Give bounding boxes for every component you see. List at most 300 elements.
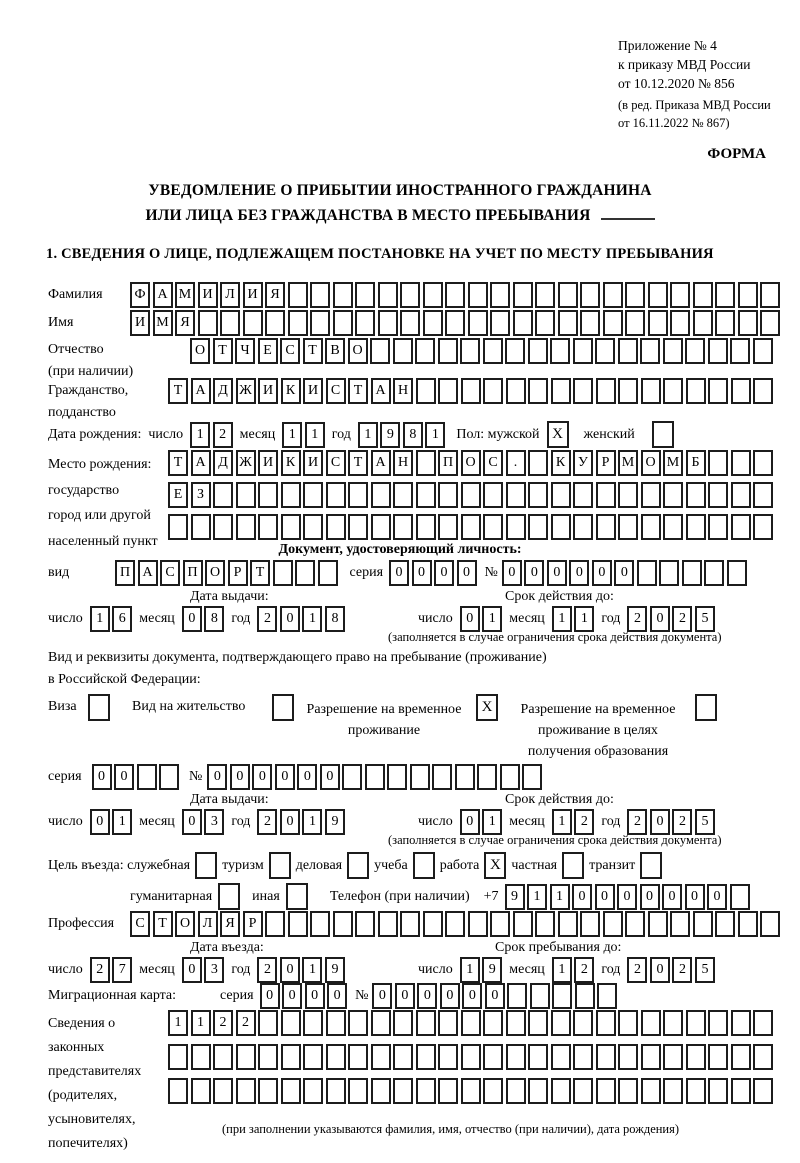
representatives-cell[interactable]: 2 [236, 1010, 256, 1036]
patronymic-cell[interactable] [618, 338, 638, 364]
migcard-number-cell[interactable]: 0 [417, 983, 437, 1009]
representatives-cell[interactable] [506, 1044, 526, 1070]
birthplace-cell[interactable]: О [461, 450, 481, 476]
birthplace-cell[interactable] [641, 482, 661, 508]
rvp-checkbox-cell[interactable]: X [476, 694, 498, 721]
representatives-cell[interactable] [663, 1078, 683, 1104]
representatives-cell[interactable] [753, 1044, 773, 1070]
name-cell[interactable] [513, 310, 533, 336]
doc-number-cell[interactable]: 0 [614, 560, 634, 586]
name-cell[interactable] [468, 310, 488, 336]
representatives-cell[interactable] [686, 1010, 706, 1036]
representatives-cell[interactable] [438, 1078, 458, 1104]
representatives-cell[interactable] [573, 1044, 593, 1070]
entry-year-cell[interactable]: 9 [325, 957, 345, 983]
representatives-cell[interactable] [641, 1010, 661, 1036]
birthplace-cell[interactable] [641, 514, 661, 540]
representatives-cell[interactable] [461, 1078, 481, 1104]
migcard-number-cell[interactable] [575, 983, 595, 1009]
representatives-cell[interactable] [303, 1010, 323, 1036]
representatives-cell[interactable] [618, 1010, 638, 1036]
profession-cell[interactable] [580, 911, 600, 937]
res-valid-day-cell[interactable]: 1 [482, 809, 502, 835]
profession-cell[interactable]: О [175, 911, 195, 937]
phone-cell[interactable]: 0 [662, 884, 682, 910]
migcard-seria-cell[interactable]: 0 [260, 983, 280, 1009]
res-number-cell[interactable] [410, 764, 430, 790]
res-valid-month-cell[interactable]: 2 [574, 809, 594, 835]
birthplace-cell[interactable] [686, 482, 706, 508]
res-issue-year-cell[interactable]: 0 [280, 809, 300, 835]
entry-year-cell[interactable]: 0 [280, 957, 300, 983]
patronymic-cell[interactable] [708, 338, 728, 364]
doc-issue-day-cell[interactable]: 1 [90, 606, 110, 632]
migcard-number-cell[interactable] [597, 983, 617, 1009]
migcard-number-cell[interactable]: 0 [462, 983, 482, 1009]
doc-kind-cell[interactable] [295, 560, 315, 586]
representatives-cell[interactable] [393, 1044, 413, 1070]
entry-month-cell[interactable]: 0 [182, 957, 202, 983]
representatives-cell[interactable] [416, 1044, 436, 1070]
doc-valid-year-cell[interactable]: 5 [695, 606, 715, 632]
phone-cell[interactable]: 0 [617, 884, 637, 910]
representatives-cell[interactable] [753, 1010, 773, 1036]
citizenship-cell[interactable]: А [191, 378, 211, 404]
name-cell[interactable] [693, 310, 713, 336]
res-issue-month-cell[interactable]: 0 [182, 809, 202, 835]
representatives-cell[interactable] [686, 1044, 706, 1070]
birth-year-cell[interactable]: 8 [403, 422, 423, 448]
birthplace-cell[interactable] [348, 482, 368, 508]
representatives-cell[interactable] [326, 1078, 346, 1104]
res-number-cell[interactable]: 0 [297, 764, 317, 790]
representatives-cell[interactable] [573, 1078, 593, 1104]
birthplace-cell[interactable] [348, 514, 368, 540]
phone-cell[interactable]: 0 [685, 884, 705, 910]
doc-kind-cell[interactable]: П [183, 560, 203, 586]
profession-cell[interactable]: С [130, 911, 150, 937]
birthplace-cell[interactable] [731, 450, 751, 476]
surname-cell[interactable]: Я [265, 282, 285, 308]
doc-issue-month-cell[interactable]: 8 [204, 606, 224, 632]
doc-issue-month-cell[interactable]: 0 [182, 606, 202, 632]
citizenship-cell[interactable] [731, 378, 751, 404]
name-cell[interactable] [760, 310, 780, 336]
citizenship-cell[interactable]: И [303, 378, 323, 404]
birthplace-cell[interactable]: О [641, 450, 661, 476]
representatives-cell[interactable] [686, 1078, 706, 1104]
birthplace-cell[interactable] [731, 482, 751, 508]
citizenship-cell[interactable] [483, 378, 503, 404]
representatives-cell[interactable] [461, 1010, 481, 1036]
phone-cell[interactable]: 0 [640, 884, 660, 910]
birthplace-cell[interactable] [596, 514, 616, 540]
res-issue-year-cell[interactable]: 1 [302, 809, 322, 835]
representatives-cell[interactable] [731, 1078, 751, 1104]
representatives-cell[interactable] [281, 1078, 301, 1104]
profession-cell[interactable] [670, 911, 690, 937]
representatives-cell[interactable] [753, 1078, 773, 1104]
phone-cell[interactable]: 0 [707, 884, 727, 910]
stay-day-cell[interactable]: 1 [460, 957, 480, 983]
doc-issue-year-cell[interactable]: 2 [257, 606, 277, 632]
birth-year-cell[interactable]: 1 [358, 422, 378, 448]
patronymic-cell[interactable]: О [348, 338, 368, 364]
patronymic-cell[interactable] [528, 338, 548, 364]
name-cell[interactable] [558, 310, 578, 336]
representatives-cell[interactable] [551, 1044, 571, 1070]
res-number-cell[interactable] [500, 764, 520, 790]
profession-cell[interactable]: Я [220, 911, 240, 937]
representatives-cell[interactable] [483, 1078, 503, 1104]
res-issue-year-cell[interactable]: 9 [325, 809, 345, 835]
representatives-cell[interactable] [191, 1078, 211, 1104]
surname-cell[interactable] [333, 282, 353, 308]
birthplace-cell[interactable] [371, 482, 391, 508]
birthplace-cell[interactable] [393, 482, 413, 508]
doc-valid-year-cell[interactable]: 0 [650, 606, 670, 632]
doc-kind-cell[interactable] [318, 560, 338, 586]
representatives-cell[interactable] [371, 1078, 391, 1104]
surname-cell[interactable] [670, 282, 690, 308]
patronymic-cell[interactable] [505, 338, 525, 364]
birthplace-cell[interactable] [663, 514, 683, 540]
profession-cell[interactable] [535, 911, 555, 937]
name-cell[interactable] [288, 310, 308, 336]
profession-cell[interactable] [648, 911, 668, 937]
surname-cell[interactable] [490, 282, 510, 308]
name-cell[interactable] [220, 310, 240, 336]
citizenship-cell[interactable]: Т [168, 378, 188, 404]
doc-seria-cell[interactable]: 0 [389, 560, 409, 586]
surname-cell[interactable]: И [198, 282, 218, 308]
representatives-cell[interactable] [641, 1044, 661, 1070]
doc-seria-cell[interactable]: 0 [434, 560, 454, 586]
birthplace-cell[interactable]: Ж [236, 450, 256, 476]
res-valid-day-cell[interactable]: 0 [460, 809, 480, 835]
citizenship-cell[interactable]: И [258, 378, 278, 404]
res-number-cell[interactable] [432, 764, 452, 790]
birthplace-cell[interactable]: У [573, 450, 593, 476]
surname-cell[interactable] [400, 282, 420, 308]
birthplace-cell[interactable] [258, 482, 278, 508]
representatives-cell[interactable] [483, 1010, 503, 1036]
birthplace-cell[interactable] [528, 450, 548, 476]
doc-issue-year-cell[interactable]: 0 [280, 606, 300, 632]
name-cell[interactable] [243, 310, 263, 336]
representatives-cell[interactable] [596, 1078, 616, 1104]
sex-female-checkbox-cell[interactable] [652, 421, 674, 448]
res-issue-day-cell[interactable]: 1 [112, 809, 132, 835]
birthplace-cell[interactable] [281, 482, 301, 508]
birth-year-cell[interactable]: 9 [380, 422, 400, 448]
representatives-cell[interactable] [168, 1044, 188, 1070]
doc-number-cell[interactable] [682, 560, 702, 586]
representatives-cell[interactable]: 2 [213, 1010, 233, 1036]
name-cell[interactable] [198, 310, 218, 336]
patronymic-cell[interactable]: Е [258, 338, 278, 364]
birthplace-cell[interactable] [191, 514, 211, 540]
stay-year-cell[interactable]: 5 [695, 957, 715, 983]
birthplace-cell[interactable] [483, 482, 503, 508]
citizenship-cell[interactable] [618, 378, 638, 404]
doc-seria-cell[interactable]: 0 [457, 560, 477, 586]
res-number-cell[interactable] [365, 764, 385, 790]
representatives-cell[interactable] [168, 1078, 188, 1104]
representatives-cell[interactable] [371, 1010, 391, 1036]
patronymic-cell[interactable] [663, 338, 683, 364]
birthplace-cell[interactable]: Б [686, 450, 706, 476]
birthplace-cell[interactable]: З [191, 482, 211, 508]
res-number-cell[interactable]: 0 [230, 764, 250, 790]
birth-year-cell[interactable]: 1 [425, 422, 445, 448]
migcard-seria-cell[interactable]: 0 [327, 983, 347, 1009]
birthplace-cell[interactable] [371, 514, 391, 540]
phone-cell[interactable] [730, 884, 750, 910]
patronymic-cell[interactable] [550, 338, 570, 364]
phone-cell[interactable]: 0 [595, 884, 615, 910]
profession-cell[interactable] [513, 911, 533, 937]
surname-cell[interactable] [310, 282, 330, 308]
representatives-cell[interactable] [393, 1078, 413, 1104]
name-cell[interactable] [265, 310, 285, 336]
representatives-cell[interactable] [663, 1044, 683, 1070]
birthplace-cell[interactable] [753, 450, 773, 476]
birthplace-cell[interactable] [416, 482, 436, 508]
patronymic-cell[interactable] [438, 338, 458, 364]
purpose-official-checkbox-cell[interactable] [195, 852, 217, 879]
name-cell[interactable] [378, 310, 398, 336]
surname-cell[interactable] [760, 282, 780, 308]
res-number-cell[interactable] [387, 764, 407, 790]
profession-cell[interactable] [423, 911, 443, 937]
entry-day-cell[interactable]: 7 [112, 957, 132, 983]
phone-cell[interactable]: 1 [527, 884, 547, 910]
doc-number-cell[interactable]: 0 [592, 560, 612, 586]
res-valid-month-cell[interactable]: 1 [552, 809, 572, 835]
phone-cell[interactable]: 9 [505, 884, 525, 910]
stay-year-cell[interactable]: 2 [672, 957, 692, 983]
name-cell[interactable] [333, 310, 353, 336]
birthplace-cell[interactable] [168, 514, 188, 540]
doc-valid-day-cell[interactable]: 1 [482, 606, 502, 632]
surname-cell[interactable]: А [153, 282, 173, 308]
citizenship-cell[interactable] [596, 378, 616, 404]
res-number-cell[interactable] [477, 764, 497, 790]
representatives-cell[interactable]: 1 [168, 1010, 188, 1036]
name-cell[interactable] [738, 310, 758, 336]
citizenship-cell[interactable] [551, 378, 571, 404]
birthplace-cell[interactable]: Р [596, 450, 616, 476]
res-issue-month-cell[interactable]: 3 [204, 809, 224, 835]
profession-cell[interactable] [333, 911, 353, 937]
profession-cell[interactable] [603, 911, 623, 937]
phone-cell[interactable]: 1 [550, 884, 570, 910]
patronymic-cell[interactable] [685, 338, 705, 364]
name-cell[interactable]: И [130, 310, 150, 336]
doc-valid-day-cell[interactable]: 0 [460, 606, 480, 632]
birthplace-cell[interactable] [326, 482, 346, 508]
name-cell[interactable]: М [153, 310, 173, 336]
birthplace-cell[interactable]: П [438, 450, 458, 476]
purpose-tourism-checkbox-cell[interactable] [269, 852, 291, 879]
doc-number-cell[interactable]: 0 [524, 560, 544, 586]
representatives-cell[interactable] [551, 1078, 571, 1104]
birthplace-cell[interactable] [213, 514, 233, 540]
birthplace-cell[interactable] [236, 482, 256, 508]
purpose-humanitarian-checkbox-cell[interactable] [218, 883, 240, 910]
representatives-cell[interactable] [596, 1010, 616, 1036]
birthplace-cell[interactable]: М [663, 450, 683, 476]
profession-cell[interactable]: Л [198, 911, 218, 937]
birthplace-cell[interactable] [551, 514, 571, 540]
patronymic-cell[interactable]: С [280, 338, 300, 364]
doc-number-cell[interactable] [659, 560, 679, 586]
representatives-cell[interactable] [236, 1078, 256, 1104]
surname-cell[interactable]: И [243, 282, 263, 308]
representatives-cell[interactable] [551, 1010, 571, 1036]
res-seria-cell[interactable] [137, 764, 157, 790]
patronymic-cell[interactable]: О [190, 338, 210, 364]
res-number-cell[interactable] [522, 764, 542, 790]
res-number-cell[interactable]: 0 [207, 764, 227, 790]
representatives-cell[interactable] [393, 1010, 413, 1036]
doc-valid-year-cell[interactable]: 2 [672, 606, 692, 632]
representatives-cell[interactable] [213, 1078, 233, 1104]
profession-cell[interactable] [400, 911, 420, 937]
name-cell[interactable] [310, 310, 330, 336]
profession-cell[interactable] [760, 911, 780, 937]
doc-issue-day-cell[interactable]: 6 [112, 606, 132, 632]
doc-valid-month-cell[interactable]: 1 [552, 606, 572, 632]
birth-day-cell[interactable]: 2 [213, 422, 233, 448]
name-cell[interactable] [490, 310, 510, 336]
citizenship-cell[interactable] [663, 378, 683, 404]
stay-month-cell[interactable]: 2 [574, 957, 594, 983]
representatives-cell[interactable] [573, 1010, 593, 1036]
surname-cell[interactable] [625, 282, 645, 308]
title-blank[interactable] [601, 204, 655, 220]
birthplace-cell[interactable]: К [281, 450, 301, 476]
doc-kind-cell[interactable]: П [115, 560, 135, 586]
doc-kind-cell[interactable]: Т [250, 560, 270, 586]
birthplace-cell[interactable] [663, 482, 683, 508]
birthplace-cell[interactable] [596, 482, 616, 508]
representatives-cell[interactable] [708, 1078, 728, 1104]
purpose-study-checkbox-cell[interactable] [413, 852, 435, 879]
stay-month-cell[interactable]: 1 [552, 957, 572, 983]
migcard-number-cell[interactable] [552, 983, 572, 1009]
migcard-number-cell[interactable]: 0 [395, 983, 415, 1009]
citizenship-cell[interactable] [573, 378, 593, 404]
representatives-cell[interactable] [191, 1044, 211, 1070]
surname-cell[interactable]: Л [220, 282, 240, 308]
surname-cell[interactable] [535, 282, 555, 308]
birthplace-cell[interactable] [303, 482, 323, 508]
birthplace-cell[interactable] [483, 514, 503, 540]
doc-kind-cell[interactable]: А [138, 560, 158, 586]
doc-number-cell[interactable] [637, 560, 657, 586]
birthplace-cell[interactable] [708, 482, 728, 508]
surname-cell[interactable] [715, 282, 735, 308]
doc-number-cell[interactable]: 0 [569, 560, 589, 586]
birthplace-cell[interactable]: М [618, 450, 638, 476]
birthplace-cell[interactable]: Н [393, 450, 413, 476]
doc-number-cell[interactable]: 0 [502, 560, 522, 586]
entry-day-cell[interactable]: 2 [90, 957, 110, 983]
birthplace-cell[interactable]: Е [168, 482, 188, 508]
doc-kind-cell[interactable] [273, 560, 293, 586]
representatives-cell[interactable] [663, 1010, 683, 1036]
birthplace-cell[interactable] [416, 514, 436, 540]
birthplace-cell[interactable] [708, 514, 728, 540]
representatives-cell[interactable] [416, 1078, 436, 1104]
res-seria-cell[interactable]: 0 [92, 764, 112, 790]
name-cell[interactable] [580, 310, 600, 336]
patronymic-cell[interactable] [753, 338, 773, 364]
doc-kind-cell[interactable]: С [160, 560, 180, 586]
citizenship-cell[interactable]: Д [213, 378, 233, 404]
birthplace-cell[interactable] [753, 482, 773, 508]
birthplace-cell[interactable] [506, 514, 526, 540]
birthplace-cell[interactable] [551, 482, 571, 508]
rvp-edu-checkbox-cell[interactable] [695, 694, 717, 721]
citizenship-cell[interactable]: С [326, 378, 346, 404]
patronymic-cell[interactable] [640, 338, 660, 364]
birthplace-cell[interactable] [438, 514, 458, 540]
surname-cell[interactable]: М [175, 282, 195, 308]
representatives-cell[interactable] [528, 1044, 548, 1070]
surname-cell[interactable] [693, 282, 713, 308]
patronymic-cell[interactable]: Ч [235, 338, 255, 364]
name-cell[interactable] [535, 310, 555, 336]
representatives-cell[interactable] [348, 1044, 368, 1070]
profession-cell[interactable] [445, 911, 465, 937]
birth-month-cell[interactable]: 1 [305, 422, 325, 448]
surname-cell[interactable] [423, 282, 443, 308]
birthplace-cell[interactable] [416, 450, 436, 476]
patronymic-cell[interactable]: В [325, 338, 345, 364]
surname-cell[interactable] [468, 282, 488, 308]
surname-cell[interactable] [558, 282, 578, 308]
representatives-cell[interactable] [641, 1078, 661, 1104]
representatives-cell[interactable] [326, 1010, 346, 1036]
birthplace-cell[interactable] [213, 482, 233, 508]
doc-issue-year-cell[interactable]: 1 [302, 606, 322, 632]
res-seria-cell[interactable] [159, 764, 179, 790]
res-issue-year-cell[interactable]: 2 [257, 809, 277, 835]
patronymic-cell[interactable] [370, 338, 390, 364]
phone-cell[interactable]: 0 [572, 884, 592, 910]
name-cell[interactable]: Я [175, 310, 195, 336]
citizenship-cell[interactable] [753, 378, 773, 404]
entry-year-cell[interactable]: 2 [257, 957, 277, 983]
birthplace-cell[interactable] [326, 514, 346, 540]
representatives-cell[interactable] [731, 1010, 751, 1036]
doc-issue-year-cell[interactable]: 8 [325, 606, 345, 632]
birthplace-cell[interactable] [438, 482, 458, 508]
surname-cell[interactable] [648, 282, 668, 308]
patronymic-cell[interactable] [460, 338, 480, 364]
representatives-cell[interactable] [281, 1044, 301, 1070]
doc-number-cell[interactable]: 0 [547, 560, 567, 586]
representatives-cell[interactable] [506, 1010, 526, 1036]
birth-month-cell[interactable]: 1 [282, 422, 302, 448]
name-cell[interactable] [625, 310, 645, 336]
surname-cell[interactable] [738, 282, 758, 308]
name-cell[interactable] [603, 310, 623, 336]
purpose-work-checkbox-cell[interactable]: X [484, 852, 506, 879]
